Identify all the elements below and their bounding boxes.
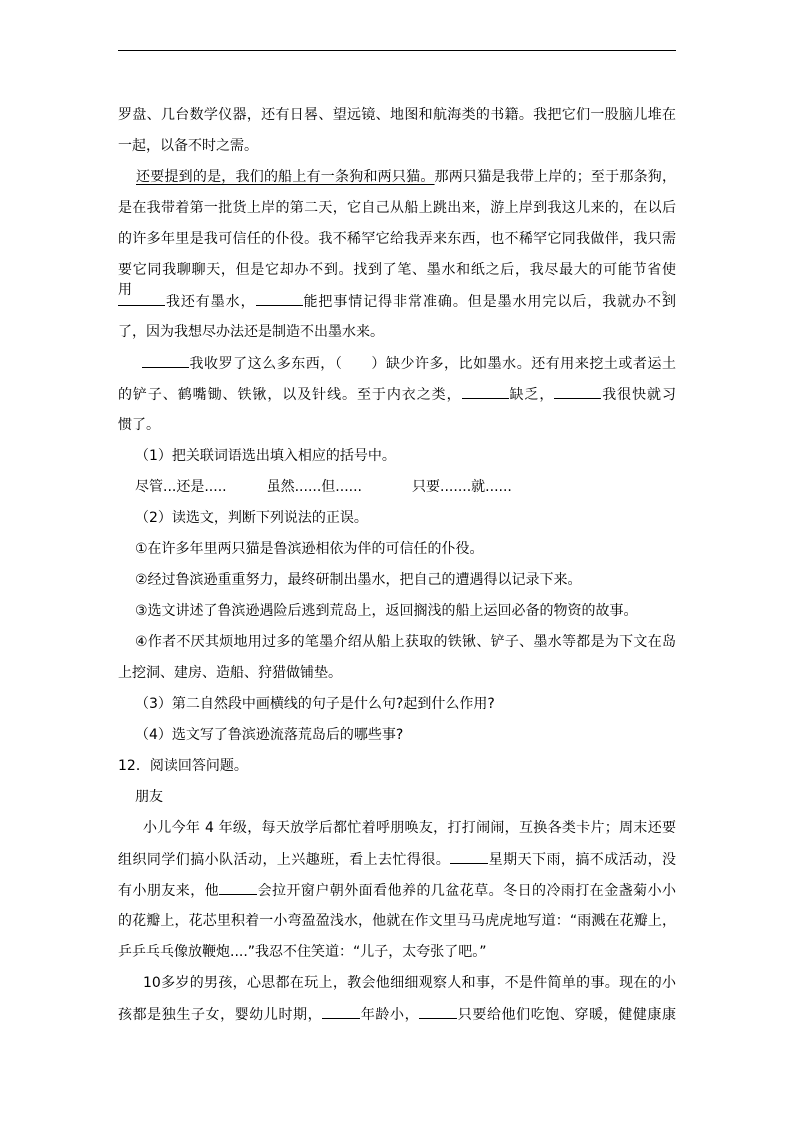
text-line <box>135 477 676 497</box>
text-segment: 虽然......但...... <box>266 479 363 495</box>
text-segment: 一起，以备不时之需。 <box>118 138 258 154</box>
fill-in-blank <box>256 291 303 306</box>
text-segment: 的花瓣上，花芯里积着一小弯盈盈浅水，他就在作文里马马虎虎地写道：“雨溅在花瓣上， <box>118 913 676 929</box>
text-line <box>118 136 676 156</box>
text-line <box>118 1004 676 1024</box>
text-segment: 上挖洞、建房、造船、狩猎做铺垫。 <box>118 665 342 681</box>
text-segment: ④作者不厌其烦地用过多的笔墨介绍从船上获取的铁锹、铲子、墨水等都是为下文在岛 <box>135 634 676 650</box>
text-segment: 我还有墨水， <box>165 294 256 310</box>
header-rule <box>118 50 676 51</box>
text-line <box>135 601 676 621</box>
text-segment: 是在我带着第一批货上岸的第二天，它自己从船上跳出来，游上岸到我这儿来的，在以后 <box>118 200 676 216</box>
text-line <box>118 415 676 435</box>
text-segment: ①在许多年里两只猫是鲁滨逊相依为伴的可信任的仆役。 <box>135 541 484 557</box>
text-segment: 了，因为我想尽办法还是制造不出墨水来。 <box>118 324 384 340</box>
text-segment: 的铲子、鹤嘴锄、铁锹，以及针线。至于内衣之类， <box>118 387 462 403</box>
text-segment: （3）第二自然段中画横线的句子是什么句?起到什么作用? <box>135 696 495 712</box>
text-line <box>118 756 676 776</box>
text-line <box>136 167 676 187</box>
text-segment: ②经过鲁滨逊重重努力，最终研制出墨水，把自己的遭遇得以记录下来。 <box>135 572 582 588</box>
text-line <box>118 198 676 218</box>
text-line <box>118 322 676 342</box>
text-line <box>118 384 676 404</box>
text-line <box>118 911 676 931</box>
text-segment: ③选文讲述了鲁滨逊遇险后逃到荒岛上，返回搁浅的船上运回必备的物资的故事。 <box>135 603 638 619</box>
text-segment: 惯了。 <box>118 417 160 433</box>
fill-in-blank <box>142 353 189 368</box>
fill-in-blank <box>462 384 509 399</box>
text-line <box>118 260 676 298</box>
text-segment: 能把事情记得非常准确。但是墨水用完以后，我就办不到 <box>302 294 676 310</box>
text-line <box>143 818 676 838</box>
fill-in-blank <box>450 849 488 864</box>
text-line <box>118 849 676 869</box>
text-segment: 的许多年里是我可信任的仆役。我不稀罕它给我弄来东西，也不稀罕它同我做伴，我只需 <box>118 231 676 247</box>
text-line <box>135 787 676 807</box>
text-line <box>118 880 676 900</box>
text-line <box>118 229 676 249</box>
text-segment: 星期天下雨，搞不成活动，没 <box>488 852 677 868</box>
fill-in-blank <box>219 880 257 895</box>
text-segment: 乒乒乓乓像放鞭炮....”我忍不住笑道：“儿子，太夸张了吧。” <box>118 944 487 960</box>
text-line <box>118 663 676 683</box>
text-segment: 组织同学们搞小队活动，上兴趣班，看上去忙得很。 <box>118 852 451 868</box>
underlined-sentence: 还要提到的是，我们的船上有一条狗和两只猫。 <box>136 169 435 185</box>
text-segment: 12．阅读回答问题。 <box>118 758 248 774</box>
text-segment: 有小朋友来，他 <box>118 883 220 899</box>
text-segment: 尽管...还是..... <box>135 479 227 495</box>
text-line <box>135 508 676 528</box>
text-segment: 孩都是独生子女，婴幼儿时期， <box>118 1007 323 1023</box>
text-segment: 年龄小， <box>360 1007 420 1023</box>
text-line <box>135 694 676 714</box>
text-segment: 小儿今年 4 年级，每天放学后都忙着呼朋唤友，打打闹闹，互换各类卡片；周末还要 <box>143 820 676 836</box>
text-line <box>135 725 676 745</box>
text-segment: （4）选文写了鲁滨逊流落荒岛后的哪些事? <box>135 727 404 743</box>
text-line <box>143 973 676 993</box>
text-segment: 我收罗了这么多东西，（ ）缺少许多，比如墨水。还有用来挖土或者运土 <box>189 356 676 372</box>
text-line <box>118 942 676 962</box>
fill-in-blank <box>554 384 601 399</box>
text-line <box>118 291 676 311</box>
text-line <box>135 446 676 466</box>
text-segment: 会拉开窗户朝外面看他养的几盆花草。冬日的冷雨打在金盏菊小小 <box>257 883 677 899</box>
text-segment: （1）把关联词语选出填入相应的括号中。 <box>135 448 396 464</box>
text-line <box>135 632 676 652</box>
fill-in-blank <box>419 1004 457 1019</box>
text-segment: （2）读选文，判断下列说法的正误。 <box>135 510 368 526</box>
fill-in-blank <box>118 291 165 306</box>
text-line <box>142 353 676 373</box>
fill-in-blank <box>322 1004 360 1019</box>
text-segment: 要它同我聊聊天，但是它却办不到。找到了笔、墨水和纸之后，我尽最大的可能节省使用。 <box>118 262 676 298</box>
text-segment: 我很快就习 <box>601 387 676 403</box>
text-line <box>135 570 676 590</box>
text-segment: 只要给他们吃饱、穿暖，健健康康 <box>457 1007 677 1023</box>
text-segment: 那两只猫是我带上岸的；至于那条狗， <box>434 169 677 185</box>
text-line <box>118 105 676 125</box>
text-segment: 朋友 <box>135 789 163 805</box>
text-segment: 罗盘、几台数学仪器，还有日晷、望远镜、地图和航海类的书籍。我把它们一股脑儿堆在 <box>118 107 676 123</box>
text-segment: 10多岁的男孩，心思都在玩上，教会他细细观察人和事，不是件简单的事。现在的小 <box>143 975 676 991</box>
text-segment: 只要.......就...... <box>412 479 512 495</box>
text-line <box>135 539 676 559</box>
text-segment: 缺乏， <box>508 387 555 403</box>
